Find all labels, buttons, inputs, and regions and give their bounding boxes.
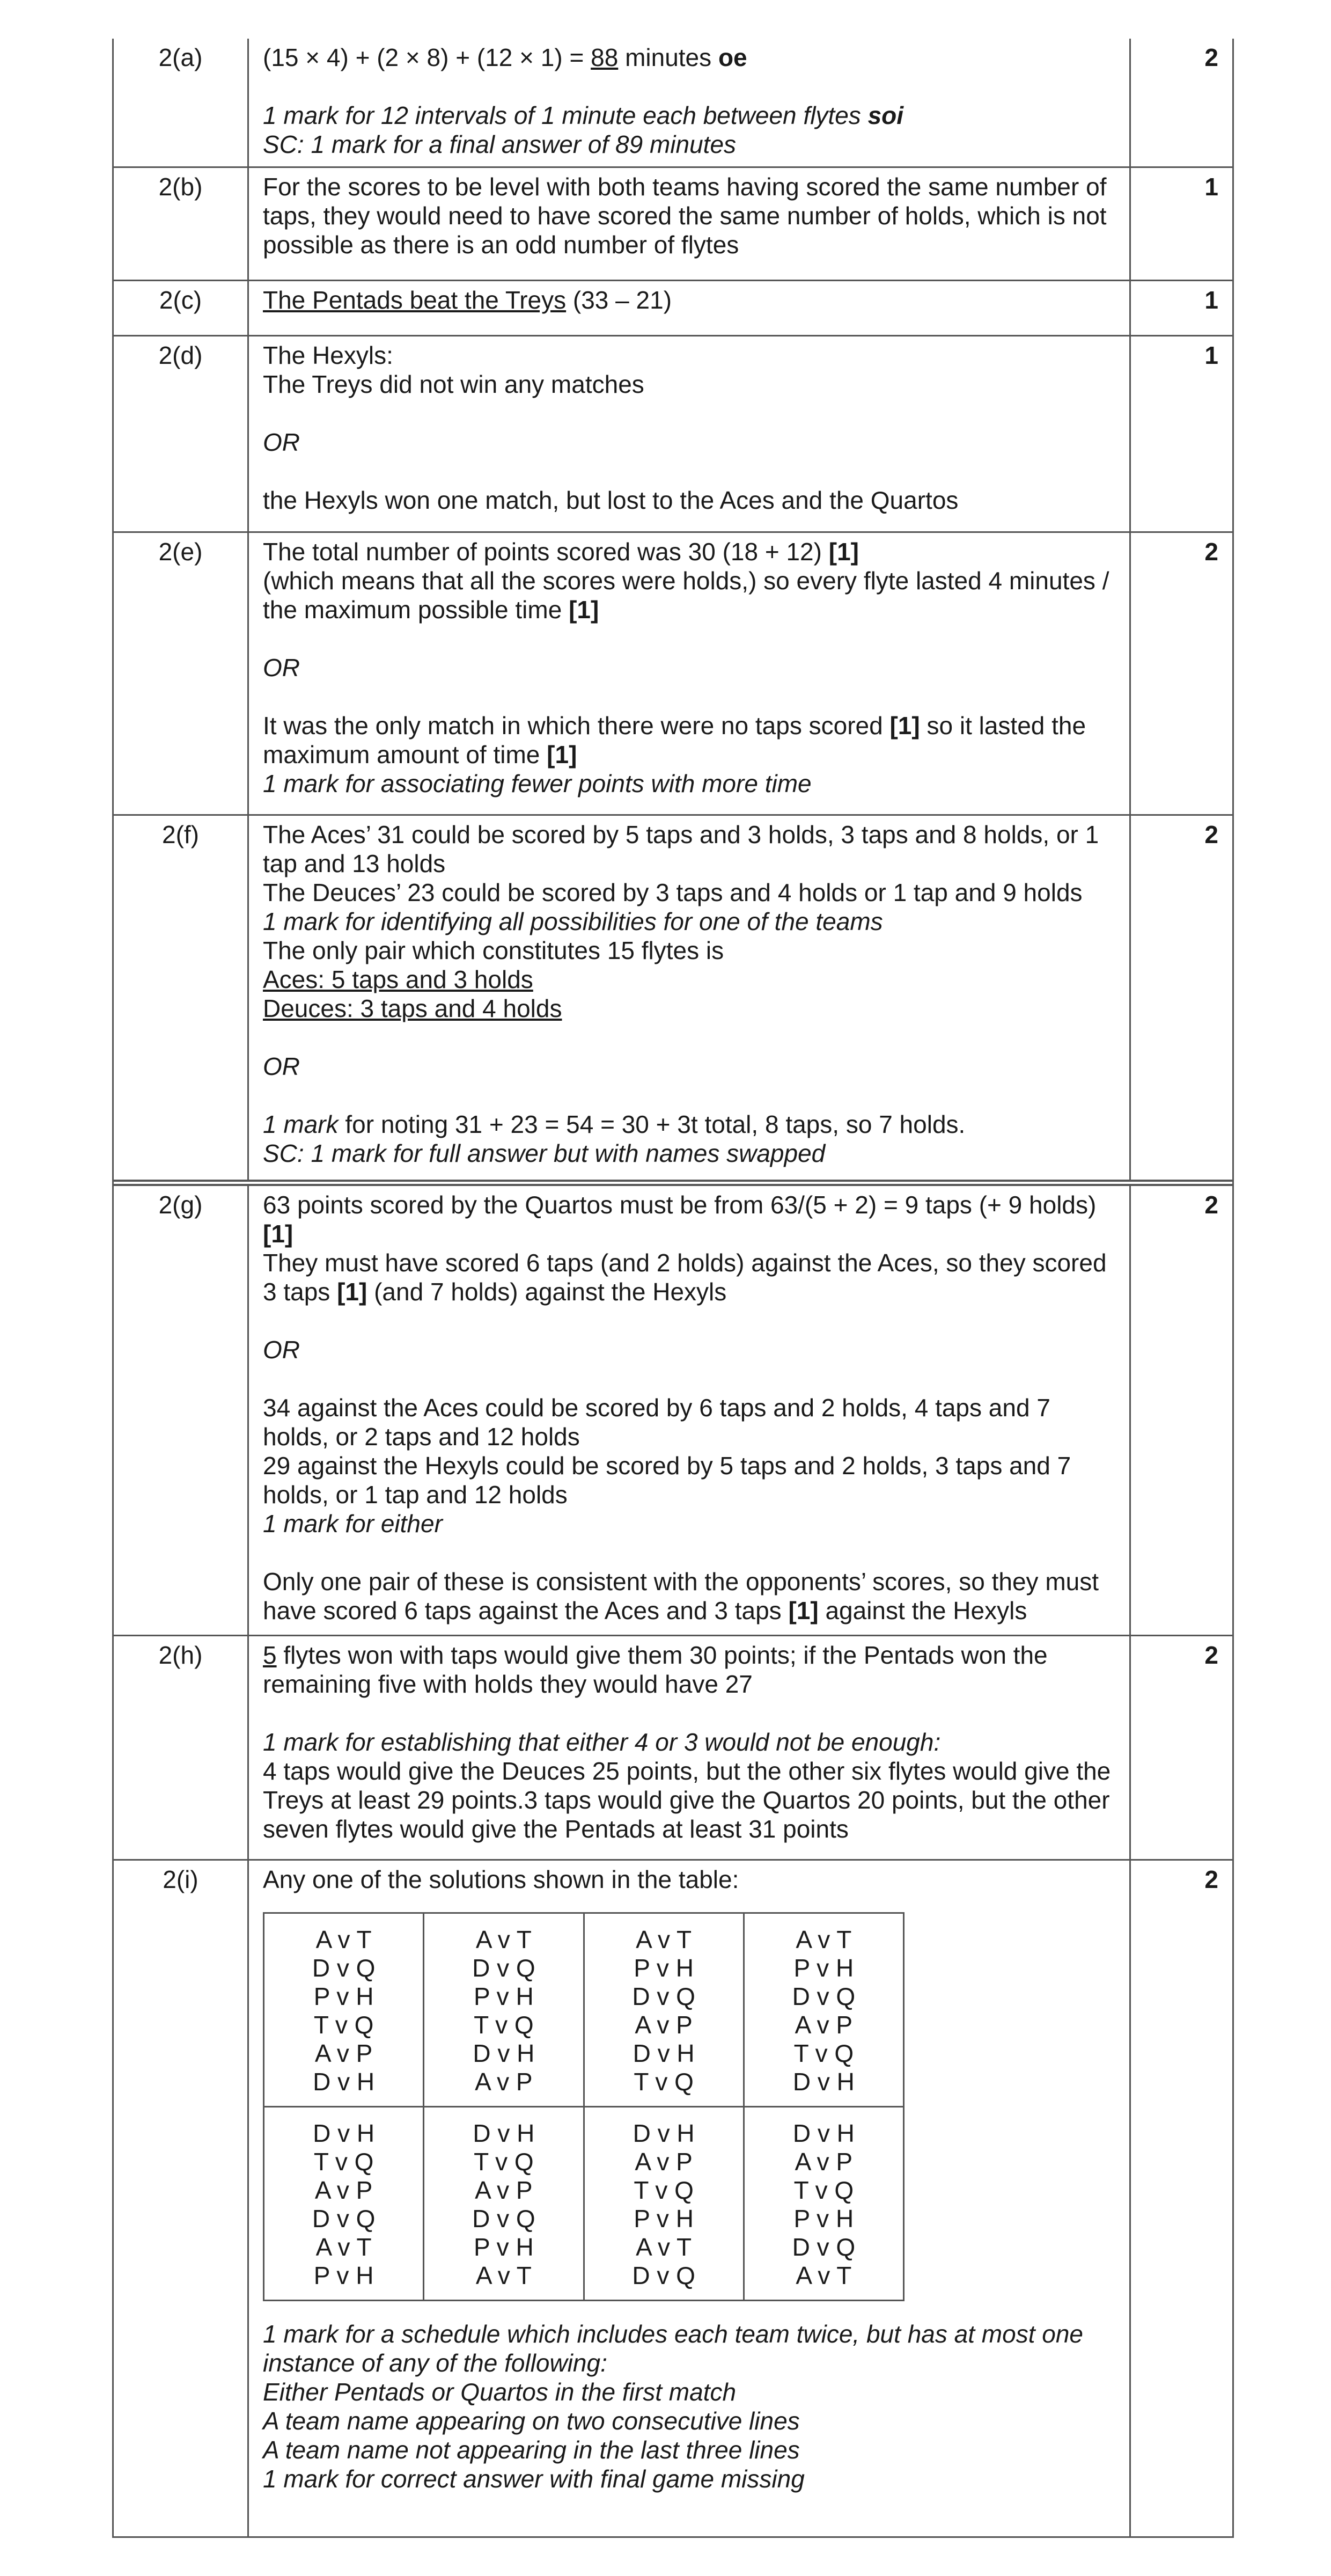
answer-line: 4 taps would give the Deuces 25 points, but the other six flytes would give the xyxy=(263,1757,1111,1785)
row-2c xyxy=(114,280,1232,335)
mark-label: [1] xyxy=(788,1597,819,1624)
answer-line: They must have scored 6 taps (and 2 holds) against the Aces, so they scored xyxy=(263,1249,1107,1277)
mark-label: [1] xyxy=(889,712,920,740)
text: flytes won with taps would give them 30 points; if the Pentads won the xyxy=(276,1641,1048,1669)
answer-cell xyxy=(249,168,1131,280)
text: The total number of points scored was 30 (18 + 12) xyxy=(263,538,829,566)
or-label: OR xyxy=(263,428,300,456)
match: T v Q xyxy=(313,2148,374,2176)
guidance-line: 1 mark for a schedule which includes each team twice, but has at most one xyxy=(263,2320,1084,2348)
schedule-row xyxy=(264,1913,904,2107)
answer-line: (which means that all the scores were holds,) so every flyte lasted 4 minutes / xyxy=(263,567,1109,595)
schedule-cell xyxy=(264,1913,424,2107)
question-number: 2(c) xyxy=(114,281,249,335)
mark-text: 1 mark xyxy=(263,1110,339,1138)
marks: 2 xyxy=(1204,821,1218,848)
guidance-line: 1 mark for either xyxy=(263,1510,443,1538)
answer-line: The Aces’ 31 could be scored by 5 taps and 3 holds, 3 taps and 8 holds, or 1 xyxy=(263,821,1099,848)
answer-line xyxy=(263,711,1114,740)
match: T v Q xyxy=(313,2011,374,2039)
match: P v H xyxy=(474,1982,534,2010)
answer-line: The Deuces’ 23 could be scored by 3 taps and 4 holds or 1 tap and 9 holds xyxy=(263,879,1083,906)
match: P v H xyxy=(313,1982,374,2010)
schedule-cell xyxy=(424,2107,584,2301)
answer-line xyxy=(263,1277,1114,1306)
mark-label: [1] xyxy=(547,741,577,769)
match: T v Q xyxy=(474,2011,534,2039)
match: A v P xyxy=(475,2068,533,2096)
match: A v P xyxy=(314,2039,373,2067)
guidance-line: instance of any of the following: xyxy=(263,2349,607,2377)
answer-cell xyxy=(249,1861,1131,2536)
answer-cell xyxy=(249,1636,1131,1859)
answer-line: taps, they would need to have scored the same number of holds, which is not xyxy=(263,202,1107,230)
match: A v P xyxy=(795,2011,853,2039)
question-number: 2(e) xyxy=(114,533,249,814)
text: minutes xyxy=(618,43,718,71)
answer-value: Aces: 5 taps and 3 holds xyxy=(263,965,533,993)
marks: 1 xyxy=(1204,286,1218,314)
answer-cell xyxy=(249,281,1131,335)
match: A v T xyxy=(636,2233,692,2261)
question-number: 2(f) xyxy=(114,816,249,1180)
answer-line xyxy=(263,286,1114,314)
row-2b xyxy=(114,166,1232,280)
match: P v H xyxy=(313,2262,374,2289)
match: D v Q xyxy=(472,1954,535,1982)
text: for noting 31 + 23 = 54 = 30 + 3t total, 8 taps, so 7 holds. xyxy=(338,1110,966,1138)
row-2d xyxy=(114,335,1232,531)
schedule-cell xyxy=(584,2107,744,2301)
marks: 2 xyxy=(1204,1191,1218,1219)
match: T v Q xyxy=(793,2176,854,2204)
match: A v T xyxy=(636,1926,692,1953)
match: P v H xyxy=(474,2233,534,2261)
guidance-line: A team name not appearing in the last three lines xyxy=(263,2436,800,2464)
schedule-row xyxy=(264,2107,904,2301)
marks: 2 xyxy=(1204,1865,1218,1893)
mark-label: [1] xyxy=(828,538,859,566)
text: (15 × 4) + (2 × 8) + (12 × 1) = xyxy=(263,43,591,71)
answer-line: remaining five with holds they would have 27 xyxy=(263,1670,753,1698)
text: 1 mark for 12 intervals of 1 minute each between flytes xyxy=(263,101,868,129)
answer-value: The Pentads beat the Treys xyxy=(263,286,567,314)
match: D v H xyxy=(633,2039,695,2067)
match: A v T xyxy=(315,1926,372,1953)
match: A v T xyxy=(315,2233,372,2261)
schedule-cell xyxy=(424,1913,584,2107)
match: P v H xyxy=(793,2205,854,2233)
question-number: 2(i) xyxy=(114,1861,249,2536)
guidance-line: Either Pentads or Quartos in the first match xyxy=(263,2378,737,2406)
answer-cell xyxy=(249,533,1131,814)
or-label: OR xyxy=(263,1052,300,1080)
match: D v H xyxy=(473,2039,535,2067)
schedule-cell xyxy=(744,1913,903,2107)
match: A v T xyxy=(475,1926,532,1953)
marks: 2 xyxy=(1204,538,1218,566)
answer-line: tap and 13 holds xyxy=(263,850,446,877)
question-number: 2(h) xyxy=(114,1636,249,1859)
text: (and 7 holds) against the Hexyls xyxy=(367,1278,727,1306)
soi-label: soi xyxy=(867,101,904,129)
match: A v P xyxy=(475,2176,533,2204)
mark-label: [1] xyxy=(569,596,599,624)
row-2i xyxy=(114,1859,1232,2536)
guidance-line: 1 mark for correct answer with final game missing xyxy=(263,2465,805,2493)
match: T v Q xyxy=(634,2068,694,2096)
match: D v H xyxy=(313,2068,375,2096)
marks: 1 xyxy=(1204,173,1218,201)
match: P v H xyxy=(634,2205,694,2233)
match: A v T xyxy=(475,2262,532,2289)
guidance-line: SC: 1 mark for full answer but with names swapped xyxy=(263,1139,826,1167)
answer-line xyxy=(263,740,1114,769)
schedule-cell xyxy=(264,2107,424,2301)
text: It was the only match in which there were no taps scored xyxy=(263,712,890,740)
answer-line: holds, or 1 tap and 12 holds xyxy=(263,1481,568,1509)
match: D v Q xyxy=(792,2233,856,2261)
match: D v Q xyxy=(632,1982,695,2010)
match: P v H xyxy=(634,1954,694,1982)
match: D v H xyxy=(792,2119,855,2147)
match: D v Q xyxy=(312,1954,376,1982)
or-label: OR xyxy=(263,654,300,682)
marks: 2 xyxy=(1204,43,1218,71)
answer-line xyxy=(263,43,1114,72)
match: T v Q xyxy=(793,2039,854,2067)
match: A v T xyxy=(796,1926,852,1953)
guidance-line: 1 mark for identifying all possibilities for one of the teams xyxy=(263,908,883,935)
match: A v T xyxy=(796,2262,852,2289)
answer-line xyxy=(263,1596,1114,1625)
match: D v Q xyxy=(632,2262,695,2289)
answer-value: 5 xyxy=(263,1641,277,1669)
marks: 2 xyxy=(1204,1641,1218,1669)
mark-scheme-table xyxy=(112,39,1234,2538)
schedule-cell xyxy=(744,2107,903,2301)
mark-label: [1] xyxy=(263,1220,293,1248)
answer-line xyxy=(263,1641,1114,1670)
text: maximum amount of time xyxy=(263,741,547,769)
match: D v H xyxy=(792,2068,855,2096)
oe-label: oe xyxy=(718,43,747,71)
row-2h xyxy=(114,1635,1232,1859)
answer-line: seven flytes would give the Pentads at least 31 points xyxy=(263,1815,849,1843)
answer-line: Any one of the solutions shown in the table: xyxy=(263,1865,739,1893)
match: T v Q xyxy=(634,2176,694,2204)
or-label: OR xyxy=(263,1336,300,1364)
guidance-line: SC: 1 mark for a final answer of 89 minutes xyxy=(263,130,737,158)
match: A v P xyxy=(795,2148,853,2176)
mark-label: [1] xyxy=(337,1278,367,1306)
match: D v Q xyxy=(792,1982,856,2010)
match: D v Q xyxy=(312,2205,376,2233)
guidance-line: A team name appearing on two consecutive lines xyxy=(263,2407,800,2435)
question-number: 2(g) xyxy=(114,1186,249,1635)
marks: 1 xyxy=(1204,341,1218,369)
row-2f xyxy=(114,814,1232,1180)
answer-line: For the scores to be level with both teams having scored the same number of xyxy=(263,173,1107,201)
match: D v H xyxy=(313,2119,375,2147)
question-number: 2(d) xyxy=(114,336,249,531)
answer-line: The only pair which constitutes 15 flytes is xyxy=(263,936,724,964)
answer-line xyxy=(263,1110,1114,1139)
text: so it lasted the xyxy=(920,712,1086,740)
match: A v P xyxy=(314,2176,373,2204)
question-number: 2(a) xyxy=(114,39,249,166)
answer-line: Only one pair of these is consistent with the opponents’ scores, so they must xyxy=(263,1568,1099,1596)
answer-value: 88 xyxy=(591,43,619,71)
match: A v P xyxy=(635,2148,693,2176)
match: T v Q xyxy=(474,2148,534,2176)
answer-cell xyxy=(249,336,1131,531)
guidance-line xyxy=(263,101,1114,130)
answer-line: the Hexyls won one match, but lost to the Aces and the Quartos xyxy=(263,486,959,514)
answer-line: 29 against the Hexyls could be scored by 5 taps and 2 holds, 3 taps and 7 xyxy=(263,1452,1071,1480)
schedule-cell xyxy=(584,1913,744,2107)
answer-cell xyxy=(249,816,1131,1180)
match: D v H xyxy=(473,2119,535,2147)
row-2e xyxy=(114,531,1232,814)
text: (33 – 21) xyxy=(566,286,672,314)
answer-cell xyxy=(249,39,1131,166)
text: 3 taps xyxy=(263,1278,337,1306)
match: P v H xyxy=(793,1954,854,1982)
row-2a xyxy=(114,39,1232,166)
answer-line: 34 against the Aces could be scored by 6 taps and 2 holds, 4 taps and 7 xyxy=(263,1394,1050,1422)
row-2g xyxy=(114,1180,1232,1635)
answer-cell xyxy=(249,1186,1131,1635)
schedule-table xyxy=(263,1912,905,2301)
text: have scored 6 taps against the Aces and 3 taps xyxy=(263,1597,789,1624)
question-number: 2(b) xyxy=(114,168,249,280)
match: A v P xyxy=(635,2011,693,2039)
answer-line: The Treys did not win any matches xyxy=(263,370,644,398)
answer-line: possible as there is an odd number of flytes xyxy=(263,231,739,259)
text: the maximum possible time xyxy=(263,596,569,624)
answer-line: Treys at least 29 points.3 taps would give the Quartos 20 points, but the other xyxy=(263,1786,1110,1814)
text: against the Hexyls xyxy=(818,1597,1027,1624)
match: D v H xyxy=(633,2119,695,2147)
guidance-line: 1 mark for establishing that either 4 or 3 would not be enough: xyxy=(263,1728,941,1756)
match: D v Q xyxy=(472,2205,535,2233)
answer-line: 63 points scored by the Quartos must be from 63/(5 + 2) = 9 taps (+ 9 holds) xyxy=(263,1191,1097,1219)
answer-line: holds, or 2 taps and 12 holds xyxy=(263,1423,580,1451)
answer-line xyxy=(263,537,1114,566)
guidance-line: 1 mark for associating fewer points with more time xyxy=(263,770,812,797)
answer-value: Deuces: 3 taps and 4 holds xyxy=(263,994,562,1022)
answer-line xyxy=(263,595,1114,624)
answer-line: The Hexyls: xyxy=(263,341,393,369)
